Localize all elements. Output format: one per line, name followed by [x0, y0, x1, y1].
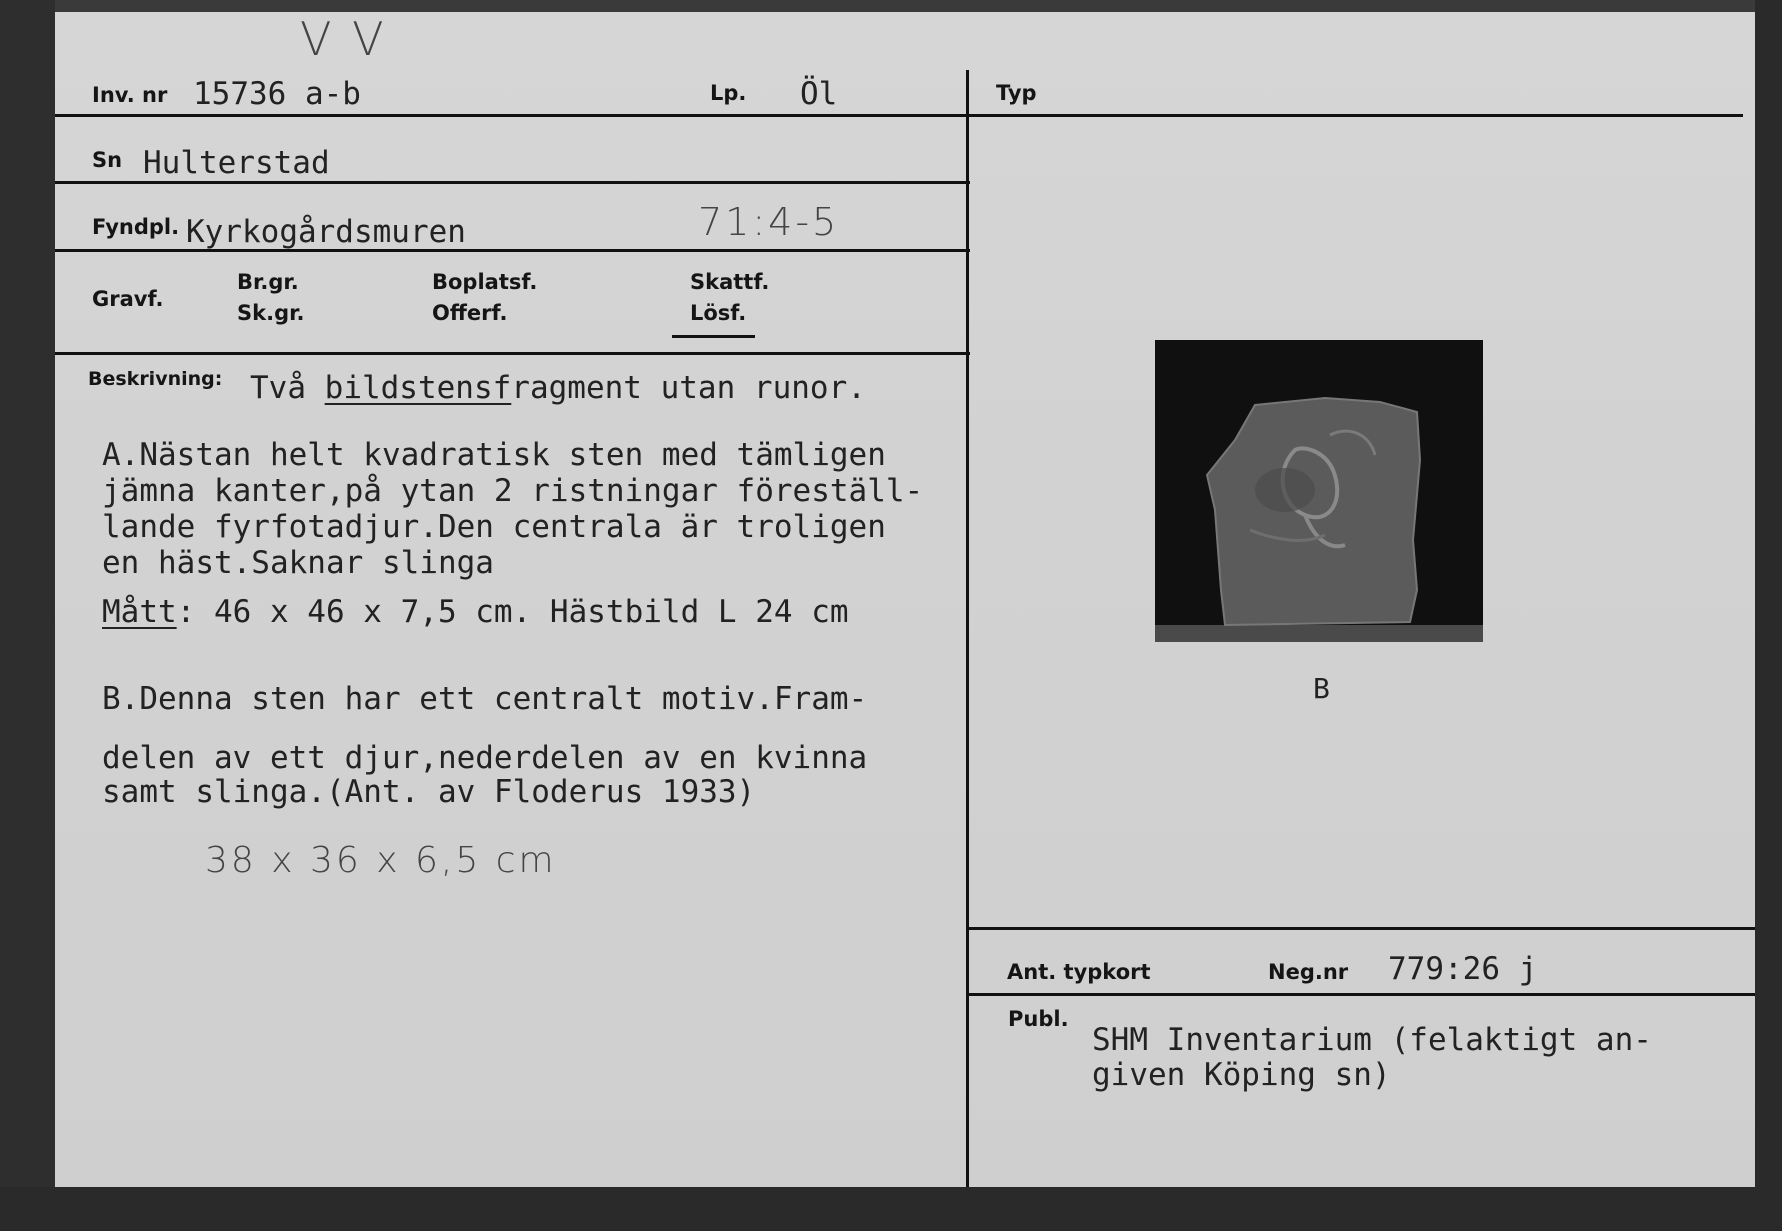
offerf-label: Offerf.: [432, 301, 508, 325]
photo-caption: B: [1313, 672, 1330, 705]
matt-label: Mått: [102, 594, 177, 630]
matt-line: [102, 594, 849, 630]
skattf-label: Skattf.: [690, 270, 770, 294]
intro-text-b: ragment utan runor.: [511, 370, 866, 406]
rule-publ: [968, 993, 1755, 996]
brgr-label: Br.gr.: [237, 270, 299, 294]
ant-typkort-label: Ant. typkort: [1007, 960, 1151, 984]
publ-line-1: SHM Inventarium (felaktigt an-: [1092, 1022, 1652, 1058]
stone-fragment-photo: [1155, 340, 1483, 642]
typ-label: Typ: [996, 81, 1037, 105]
rule-losf: [672, 335, 755, 338]
description-b-line-1: B.Denna sten har ett centralt motiv.Fram-: [102, 681, 868, 717]
inv-nr-label: Inv. nr: [92, 83, 168, 107]
rule-gravf: [55, 352, 970, 355]
neg-nr-label: Neg.nr: [1268, 960, 1349, 984]
intro-underlined: bildstensf: [324, 370, 512, 406]
scan-border-left: [0, 0, 55, 1231]
intro-text-a: Två: [250, 370, 325, 406]
inv-nr-value: 15736 a-b: [193, 76, 361, 112]
beskrivning-label: Beskrivning:: [88, 368, 223, 390]
rule-vertical: [966, 70, 969, 1187]
sn-value: Hulterstad: [143, 145, 330, 181]
description-a-line-3: lande fyrfotadjur.Den centrala är troligen: [102, 509, 886, 545]
handwritten-dimensions: 38 x 36 x 6,5 cm: [205, 840, 557, 881]
publ-line-2: given Köping sn): [1092, 1057, 1391, 1093]
scan-border-bottom: [0, 1187, 1782, 1231]
description-a-line-2: jämna kanter,på ytan 2 ristningar föreställ-: [102, 473, 924, 509]
publ-label: Publ.: [1008, 1007, 1069, 1031]
skgr-label: Sk.gr.: [237, 301, 305, 325]
lp-value: Öl: [800, 76, 838, 112]
rule-sn: [55, 181, 970, 184]
stone-fragment-image: [1155, 340, 1483, 642]
gravf-label: Gravf.: [92, 287, 164, 311]
description-b-line-2: delen av ett djur,nederdelen av en kvinna: [102, 740, 868, 776]
fyndpl-label: Fyndpl.: [92, 215, 180, 239]
inv-check-marks: V V: [300, 12, 387, 66]
description-a-line-1: A.Nästan helt kvadratisk sten med tämligen: [102, 437, 886, 473]
boplatsf-label: Boplatsf.: [432, 270, 538, 294]
fyndpl-handwritten-number: 71:4-5: [698, 200, 840, 244]
beskrivning-intro: [250, 370, 866, 406]
rule-ant-typkort: [968, 927, 1755, 930]
scan-border-right: [1755, 0, 1782, 1231]
neg-nr-value: 779:26 j: [1388, 951, 1538, 987]
description-a-line-4: en häst.Saknar slinga: [102, 545, 494, 581]
lp-label: Lp.: [710, 81, 747, 105]
description-b-line-3: samt slinga.(Ant. av Floderus 1933): [102, 774, 756, 810]
fyndpl-value: Kyrkogårdsmuren: [186, 214, 466, 250]
sn-label: Sn: [92, 148, 123, 172]
matt-value: : 46 x 46 x 7,5 cm. Hästbild L 24 cm: [176, 594, 849, 630]
rule-header: [55, 114, 1743, 117]
losf-label: Lösf.: [690, 301, 747, 325]
